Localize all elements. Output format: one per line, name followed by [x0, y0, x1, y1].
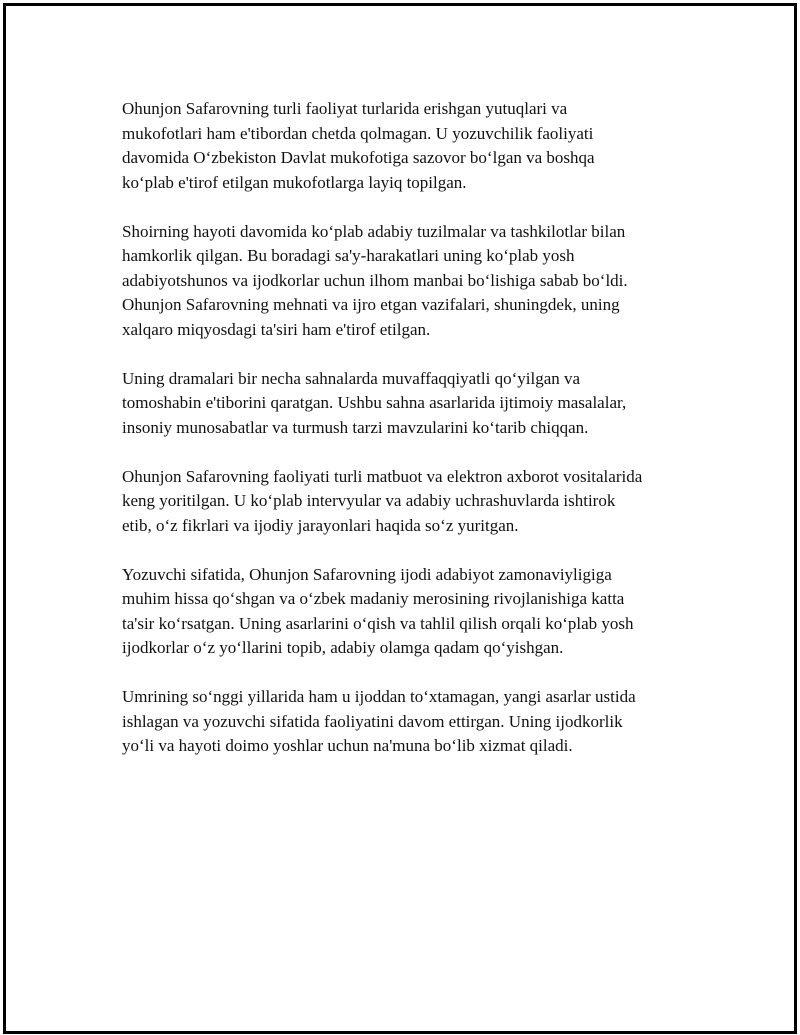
paragraph-1 — [122, 97, 692, 195]
text-line: tomoshabin e'tiborini qaratgan. Ushbu sahna asarlarida ijtimoiy masalalar, — [122, 393, 627, 412]
text-line: ko‘plab e'tirof etilgan mukofotlarga layiq topilgan. — [122, 172, 467, 192]
text-line: ishlagan va yozuvchi sifatida faoliyatini davom ettirgan. Uning ijodkorlik — [122, 711, 623, 731]
text-line: etib, o‘z fikrlari va ijodiy jarayonlari haqida so‘z yuritgan. — [122, 515, 519, 535]
text-line: Shoirning hayoti davomida ko‘plab adabiy tuzilmalar va tashkilotlar bilan — [122, 221, 626, 241]
text-line: keng yoritilgan. U ko‘plab intervyular va adabiy uchrashuvlarda ishtirok — [122, 491, 616, 510]
text-line: ta'sir ko‘rsatgan. Uning asarlarini o‘qish va tahlil qilish orqali ko‘plab yosh — [122, 613, 634, 633]
paragraph-3 — [122, 367, 692, 441]
text-line: hamkorlik qilgan. Bu boradagi sa'y-harakatlari uning ko‘plab yosh — [122, 246, 575, 265]
text-line: yo‘li va hayoti doimo yoshlar uchun na'muna bo‘lib xizmat qiladi. — [122, 736, 573, 755]
text-line: mukofotlari ham e'tibordan chetda qolmagan. U yozuvchilik faoliyati — [122, 123, 594, 143]
text-line: Yozuvchi sifatida, Ohunjon Safarovning ijodi adabiyot zamonaviyligiga — [122, 564, 612, 584]
text-line: davomida O‘zbekiston Davlat mukofotiga sazovor bo‘lgan va boshqa — [122, 148, 595, 167]
text-line: Ohunjon Safarovning mehnati va ijro etgan vazifalari, shuningdek, uning — [122, 295, 620, 314]
paragraph-4 — [122, 465, 692, 539]
paragraph-2 — [122, 220, 692, 343]
text-line: Uning dramalari bir necha sahnalarda muvaffaqqiyatli qo‘yilgan va — [122, 368, 581, 388]
text-line: Ohunjon Safarovning turli faoliyat turlarida erishgan yutuqlari va — [122, 99, 568, 118]
text-line: Umrining so‘nggi yillarida ham u ijoddan to‘xtamagan, yangi asarlar ustida — [122, 687, 636, 706]
document-body — [122, 97, 692, 783]
text-line: muhim hissa qo‘shgan va o‘zbek madaniy merosining rivojlanishiga katta — [122, 589, 625, 608]
paragraph-6 — [122, 685, 692, 759]
text-line: insoniy munosabatlar va turmush tarzi mavzularini ko‘tarib chiqqan. — [122, 417, 589, 437]
page-border — [3, 3, 797, 1034]
text-line: adabiyotshunos va ijodkorlar uchun ilhom manbai bo‘lishiga sabab bo‘ldi. — [122, 270, 628, 290]
text-line: ijodkorlar o‘z yo‘llarini topib, adabiy olamga qadam qo‘yishgan. — [122, 638, 564, 657]
text-line: xalqaro miqyosdagi ta'siri ham e'tirof etilgan. — [122, 319, 431, 339]
text-line: Ohunjon Safarovning faoliyati turli matbuot va elektron axborot vositalarida — [122, 466, 643, 486]
paragraph-5 — [122, 563, 692, 661]
